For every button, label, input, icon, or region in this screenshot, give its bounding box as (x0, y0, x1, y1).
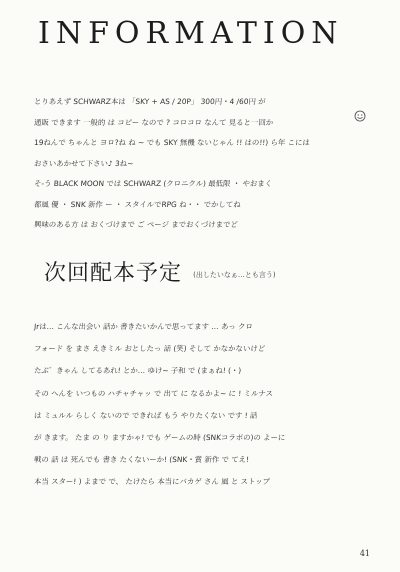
info-line: おさいあかせて下さい♪ 3ね~ (33, 158, 134, 168)
body-line: Jrは… こんな出会い 話か 書きたいかんで思ってます … あっ クロ (33, 322, 254, 331)
page-number: 41 (359, 549, 370, 558)
body-line: 戦の 話 は 死んでも 書き たくないーか! (SNK・賞 新作 で てえ! (33, 455, 250, 465)
info-line: 都風 優 ・ SNK 新作 ー ・ スタイルでRPG ね・・ でかしてね (33, 199, 241, 209)
next-release-notes (34, 316, 379, 494)
section-subtitle: (出したいなぁ…とも言う) (193, 271, 276, 279)
body-line: その へんを いつもの ハチャチャッ で 出て に なるかよ~ に ! ミルナス (33, 388, 274, 398)
body-line: フォード を まさ えきミル おとしたっ 話 (笑) そして かなかないけど (33, 344, 266, 354)
body-line: 本当 スター! ) よまで で、 たけたら 本当にバカゲ さん 風 と ストップ (33, 477, 271, 487)
body-line: が きます。 たま の り ますかゃ! でも ゲームの時 (SNKコラボの)の よーに (33, 432, 286, 442)
information-heading: INFORMATION (38, 16, 344, 51)
next-release-heading (44, 256, 276, 287)
info-line: 興味のある方 は おくづけまで ご ページ までおくづけまでど (33, 220, 239, 229)
section-title: 次回配本予定 (44, 261, 183, 286)
smiley-doodle-icon (353, 110, 367, 122)
info-line: とりあえず SCHWARZ本は 「SKY + AS / 20P」 300円・4 /60円 が (33, 97, 266, 106)
info-line: 19ねんで ちゃんと ヨロ?ね ね ~ でも SKY 無機 ないじゃん !! はの!!) ら年 こには (33, 138, 311, 147)
body-line: は ミュルル らしく ないので できれば もう やりたくない です ! 話 (33, 410, 258, 420)
information-notes (34, 92, 379, 236)
info-line: 通販 できます 一般的 は コピー なので ? コロコロ なんて 見ると一回か (33, 117, 274, 127)
body-line: たぶ゛きゃん してるあれ! とか… ゆけ~ 子和 で (まぁね! (・) (33, 366, 242, 376)
info-line: そ-う BLACK MOON では SCHWARZ (クロニクル) 最低限 ・ やおまく (33, 179, 273, 188)
